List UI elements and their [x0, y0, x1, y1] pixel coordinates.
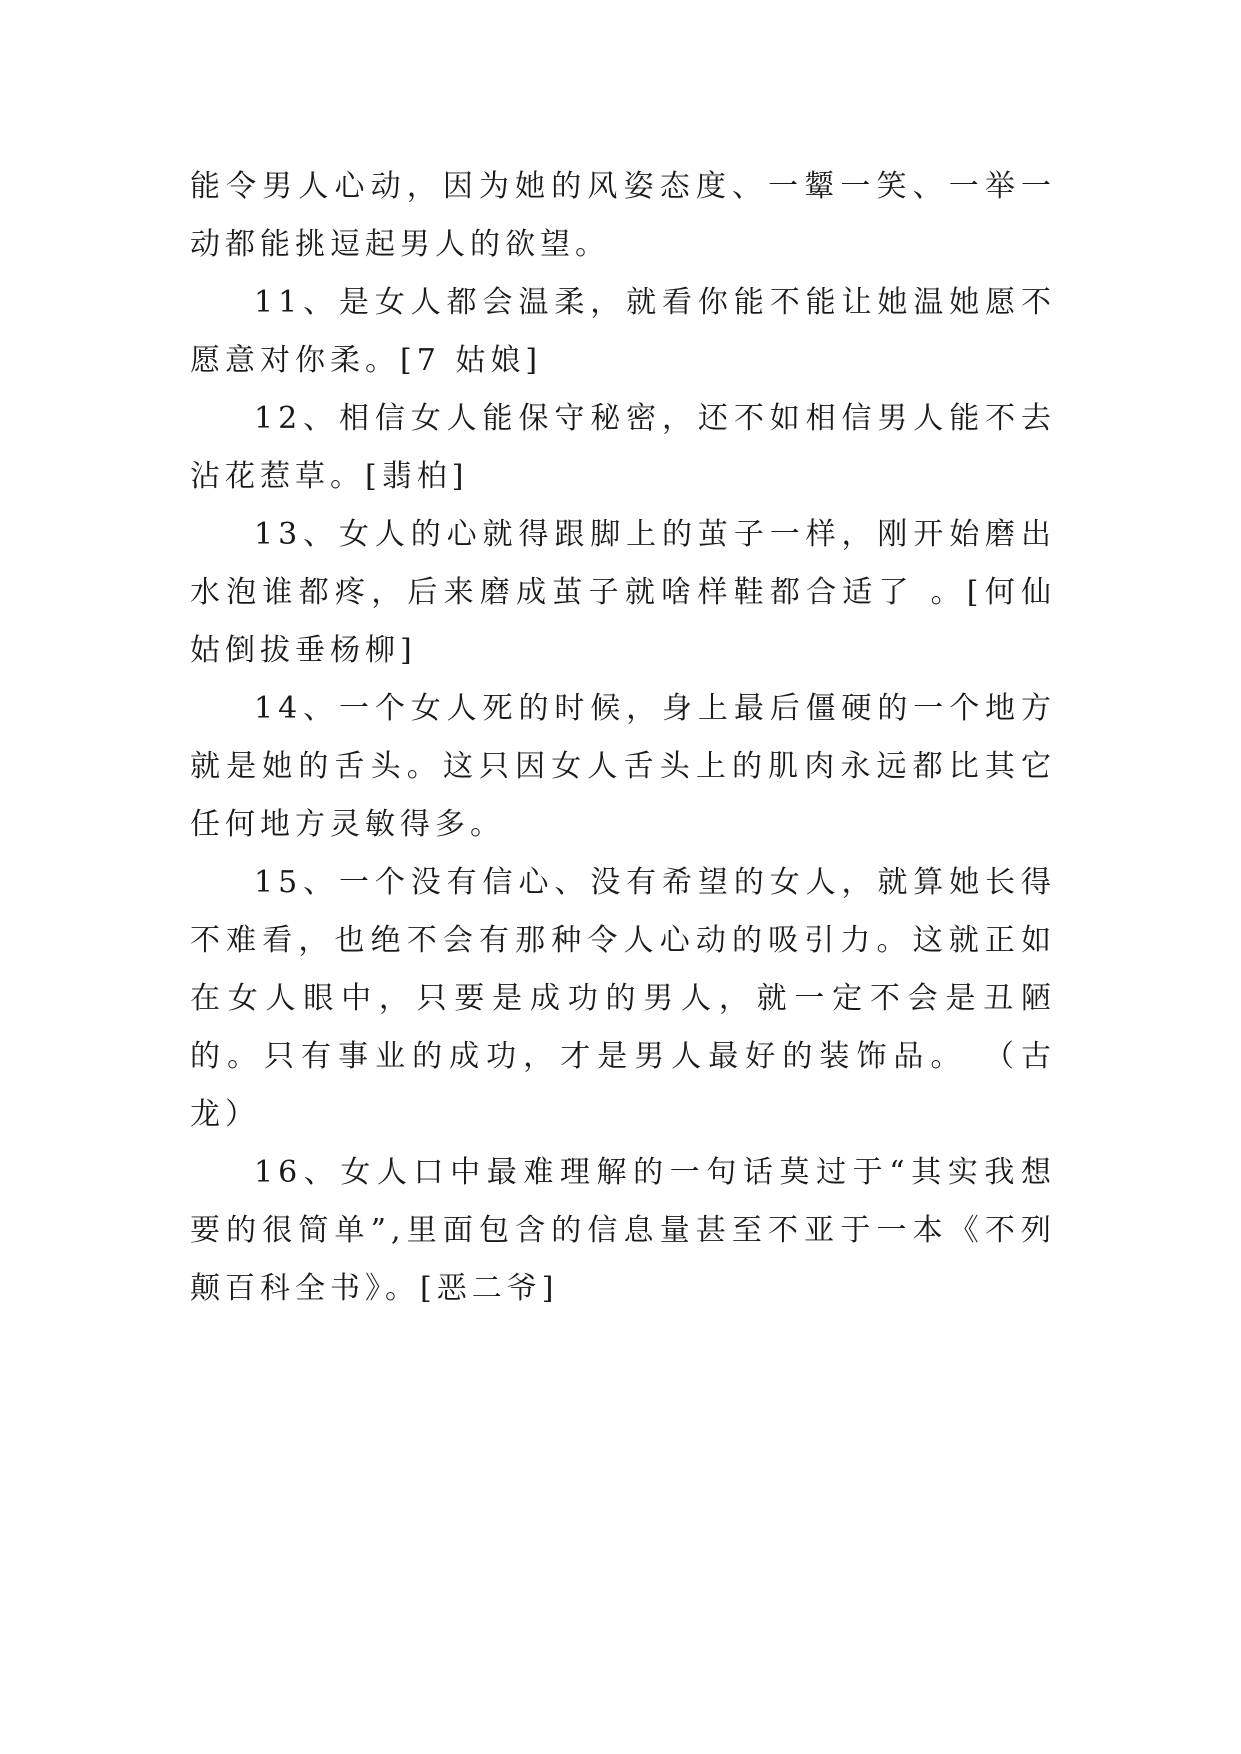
paragraph-quote-14: 14、一个女人死的时候，身上最后僵硬的一个地方就是她的舌头。这只因女人舌头上的肌肉永远都比其它任何地方灵敏得多。 — [190, 691, 1056, 842]
paragraph-quote-15: 15、一个没有信心、没有希望的女人，就算她长得不难看，也绝不会有那种令人心动的吸引力。这就正如在女人眼中，只要是成功的男人，就一定不会是丑陋的。只有事业的成功，才是男人最好的装饰品。 （古龙） — [190, 865, 1056, 1132]
paragraph-quote-11: 11、是女人都会温柔，就看你能不能让她温她愿不愿意对你柔。[7 姑娘] — [190, 285, 1056, 378]
paragraph-quote-12: 12、相信女人能保守秘密，还不如相信男人能不去沾花惹草。[翡柏] — [190, 401, 1056, 494]
paragraph-continuation: 能令男人心动，因为她的风姿态度、一颦一笑、一举一动都能挑逗起男人的欲望。 — [190, 169, 1056, 262]
document-body — [190, 158, 1056, 1318]
paragraph-quote-13: 13、女人的心就得跟脚上的茧子一样，刚开始磨出水泡谁都疼，后来磨成茧子就啥样鞋都合适了 。[何仙姑倒拔垂杨柳] — [190, 517, 1056, 668]
paragraph-quote-16: 16、女人口中最难理解的一句话莫过于“其实我想要的很简单”,里面包含的信息量甚至不亚于一本《不列颠百科全书》。[恶二爷] — [190, 1155, 1056, 1306]
